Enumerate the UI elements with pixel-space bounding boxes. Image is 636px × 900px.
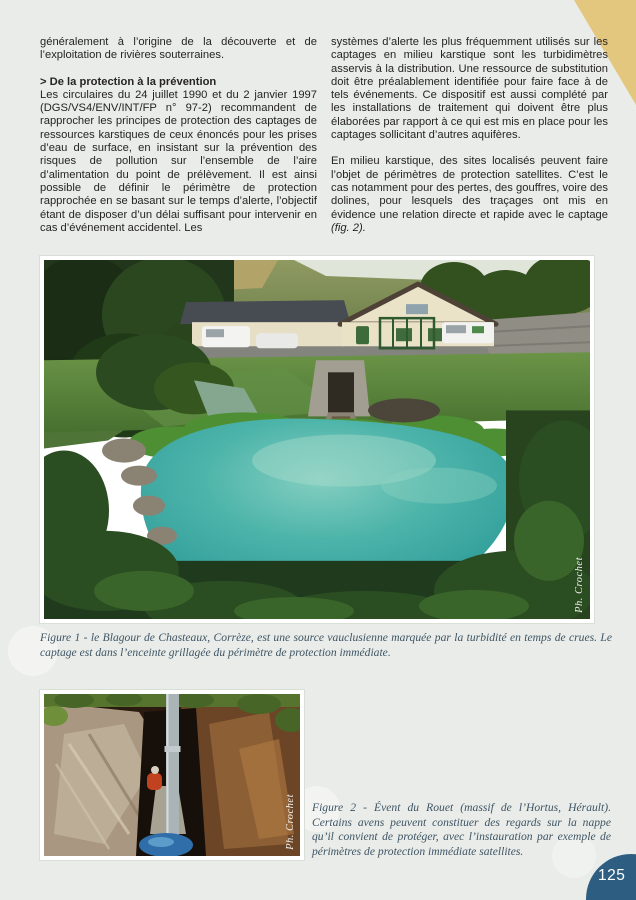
figure2-photo [39, 689, 305, 861]
figure2-caption: Figure 2 - Évent du Rouet (massif de l’Hortus, Hérault). Certains avens peuvent constituer des regards sur la nappe qu’il convient de protéger, avec l’instauration par exemple de périmètres de protection immédiate satellites. [312, 801, 611, 858]
paragraph: Les circulaires du 24 juillet 1990 et du 2 janvier 1997 (DGS/VS4/ENV/INT/FP n° 97-2) recommandent de rapprocher les principes de protection des captages de ressources karstiques de ceux énoncés pour les prises d’eau de surface, en insistant sur la prévention des risques de pollution sur l’ensemble de l’aire d’alimentation du point de prélèvement. Il est ainsi possible de définir le périmètre de protection rapprochée en se basant sur le temps d’alerte, l’objectif étant de disposer d’un délai suffisant pour intervenir en cas d’événement accidentel. Les [40, 88, 317, 234]
paragraph [331, 155, 608, 235]
paragraph-text: En milieu karstique, des sites localisés peuvent faire l’objet de périmètres de protection satellites. C’est le cas notamment pour des pertes, des gouffres, voire des dolines, pour lesquels des traçages ont mis en évidence une relation directe et rapide avec le captage [331, 155, 608, 221]
right-column [331, 36, 608, 235]
paragraph: généralement à l’origine de la découverte et de l’exploitation de rivières souterraines. [40, 36, 317, 62]
left-column [40, 36, 317, 235]
body-text-columns [40, 36, 608, 235]
figure1-photo [39, 255, 595, 624]
photo-credit: Ph. Crochet [574, 557, 585, 613]
aven-photo-illustration [44, 694, 300, 856]
figure-reference: (fig. 2). [331, 221, 366, 234]
section-heading: > De la protection à la prévention [40, 75, 217, 88]
spring-photo-illustration [44, 260, 590, 619]
photo-credit: Ph. Crochet [285, 794, 296, 850]
figure1-caption: Figure 1 - le Blagour de Chasteaux, Corrèze, est une source vauclusienne marquée par la turbidité en temps de crues. Le captage est dans l’enceinte grillagée du périmètre de protection immédiate. [40, 631, 612, 659]
page-number: 125 [598, 867, 626, 884]
paragraph: systèmes d’alerte les plus fréquemment utilisés sur les captages en milieu karstique sont les turbidimètres asservis à la distribution. Une ressource de substitution doit être préalablement identifiée pour faire face à de tels événements. Ce dispositif est aussi complété par les installations de traitement qui doivent être plus élaborées par rapport à ce qui est mis en place pour les captages sollicitant d’autres aquifères. [331, 36, 608, 142]
